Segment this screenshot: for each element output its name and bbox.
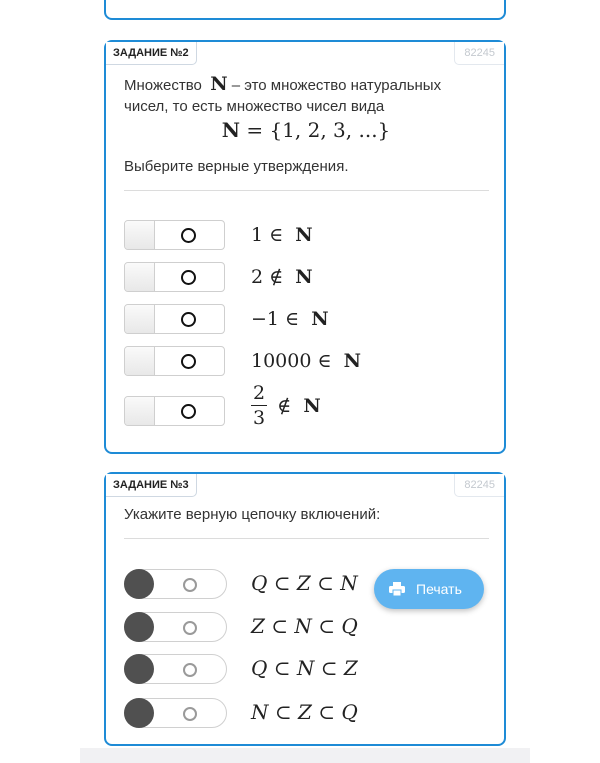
circle-icon — [181, 270, 196, 285]
circle-icon — [183, 663, 197, 677]
task-header — [106, 42, 504, 64]
task-id-badge: 82245 — [454, 42, 504, 65]
circle-icon — [183, 621, 197, 635]
previous-task-card — [104, 0, 506, 20]
circle-icon — [183, 707, 197, 721]
answer-option — [124, 382, 494, 429]
circle-icon — [183, 578, 197, 592]
circle-icon — [181, 404, 196, 419]
answer-option — [124, 302, 494, 336]
answer-toggle[interactable] — [124, 262, 225, 292]
fraction: $\frac{2}{3}$ — [253, 382, 266, 429]
answer-option — [124, 609, 494, 643]
option-expression: 1 ∈ N — [251, 224, 313, 246]
toggle-knob — [124, 698, 154, 728]
answer-option — [124, 651, 494, 685]
toggle-knob — [125, 397, 155, 425]
set-definition: N = {1, 2, 3, ...} — [221, 118, 391, 142]
printer-icon — [389, 582, 405, 596]
toggle-knob — [125, 221, 155, 249]
task-id-badge: 82245 — [454, 474, 504, 497]
bottom-bar — [80, 748, 530, 763]
answer-option — [124, 260, 494, 294]
toggle-knob — [124, 612, 154, 642]
option-expression: N ⊂ Z ⊂ Q — [251, 700, 358, 724]
toggle-knob — [125, 305, 155, 333]
answer-radio-toggle[interactable] — [124, 698, 227, 728]
option-expression: Q ⊂ Z ⊂ N — [251, 571, 358, 595]
answer-option — [124, 218, 494, 252]
answer-toggle[interactable] — [124, 220, 225, 250]
answer-radio-toggle[interactable] — [124, 612, 227, 642]
task-card-2 — [104, 40, 506, 454]
divider — [124, 190, 489, 191]
toggle-knob — [125, 263, 155, 291]
toggle-knob — [125, 347, 155, 375]
task-card-3 — [104, 472, 506, 746]
circle-icon — [181, 228, 196, 243]
answer-toggle[interactable] — [124, 304, 225, 334]
answer-toggle[interactable] — [124, 396, 225, 426]
set-symbol-n: N — [210, 73, 228, 95]
print-button-label: Печать — [416, 581, 462, 597]
task-prompt: Укажите верную цепочку включений: — [124, 506, 381, 523]
option-expression: Q ⊂ N ⊂ Z — [251, 656, 358, 680]
option-expression: Z ⊂ N ⊂ Q — [251, 614, 358, 638]
answer-toggle[interactable] — [124, 346, 225, 376]
circle-icon — [181, 312, 196, 327]
divider — [124, 538, 489, 539]
option-expression: 10000 ∈ N — [251, 350, 362, 372]
option-expression: 2 ∉ N — [251, 266, 313, 288]
task-number-label: ЗАДАНИЕ №3 — [106, 474, 197, 497]
answer-option — [124, 344, 494, 378]
task-header — [106, 474, 504, 496]
circle-icon — [181, 354, 196, 369]
toggle-knob — [124, 569, 154, 599]
task-number-label: ЗАДАНИЕ №2 — [106, 42, 197, 65]
answer-radio-toggle[interactable] — [124, 569, 227, 599]
task-statement: Множество N – это множество натуральных чисел, то есть множество чисел вида — [124, 73, 442, 115]
toggle-knob — [124, 654, 154, 684]
option-expression: −1 ∈ N — [251, 308, 329, 330]
answer-radio-toggle[interactable] — [124, 654, 227, 684]
answer-option — [124, 695, 494, 729]
task-prompt: Выберите верные утверждения. — [124, 158, 349, 175]
option-expression: $\frac{2}{3}$ ∉ N — [253, 382, 321, 429]
print-button[interactable] — [374, 569, 484, 609]
